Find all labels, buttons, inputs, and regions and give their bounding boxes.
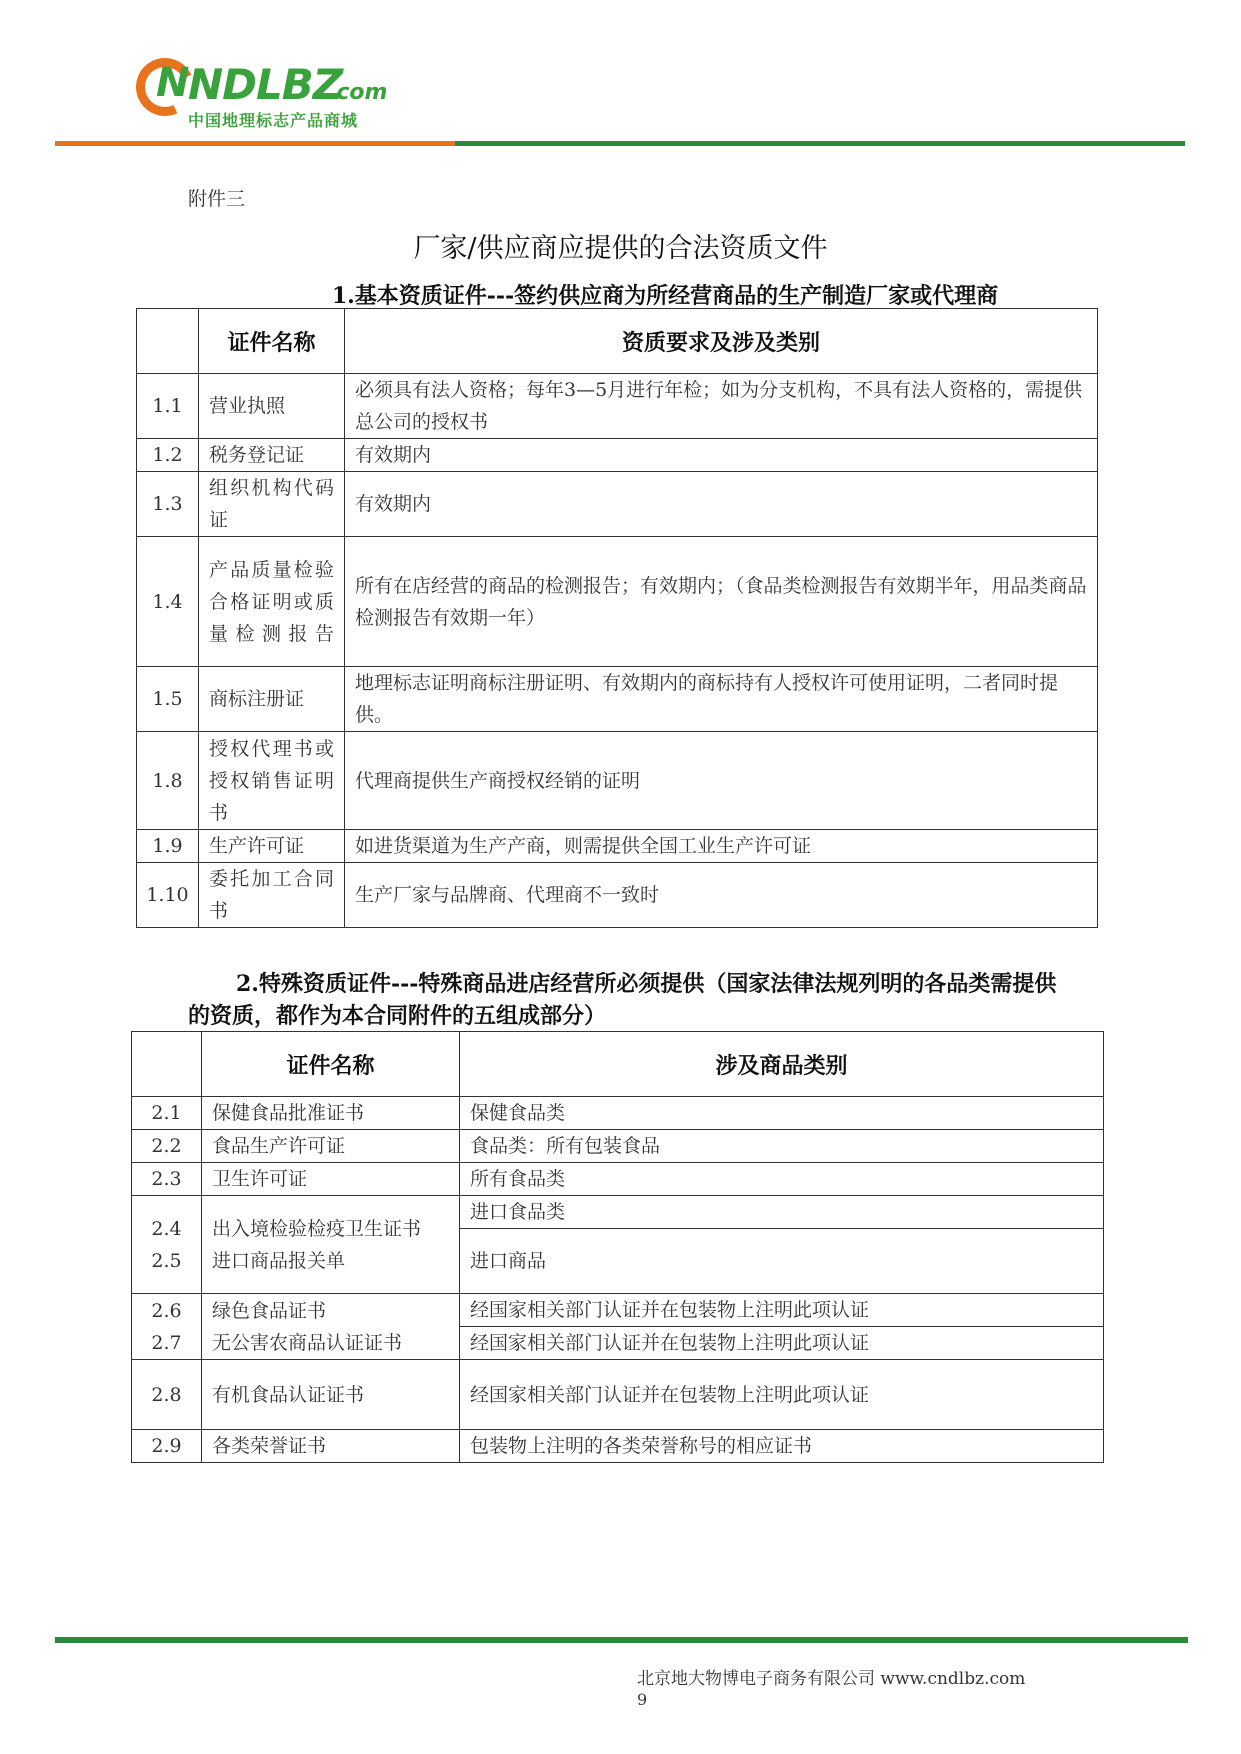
site-logo [136, 58, 436, 130]
page-number: 9 [637, 1690, 648, 1709]
table-row [137, 830, 1098, 863]
row-category: 进口食品类 [460, 1196, 1104, 1229]
table-row [137, 374, 1098, 439]
document-title: 厂家/供应商应提供的合法资质文件 [413, 233, 828, 264]
table-row [132, 1196, 1104, 1229]
row-requirement: 有效期内 [345, 472, 1098, 537]
row-category: 经国家相关部门认证并在包装物上注明此项认证 [460, 1327, 1104, 1360]
table-row [137, 439, 1098, 472]
header-category: 涉及商品类别 [460, 1032, 1104, 1097]
header-name: 证件名称 [199, 309, 345, 374]
row-name: 营业执照 [199, 374, 345, 439]
row-requirement: 必须具有法人资格；每年3—5月进行年检；如为分支机构，不具有法人资格的，需提供总公司的授权书 [345, 374, 1098, 439]
row-num: 2.8 [132, 1360, 202, 1430]
table-row [137, 472, 1098, 537]
row-num: 2.6 [151, 1299, 182, 1322]
row-num: 1.3 [137, 472, 199, 537]
row-name: 税务登记证 [199, 439, 345, 472]
row-num: 1.5 [137, 667, 199, 732]
header-name: 证件名称 [202, 1032, 460, 1097]
basic-qualification-table [136, 308, 1098, 928]
table-row [132, 1294, 1104, 1327]
row-num: 1.10 [137, 863, 199, 928]
header-num [132, 1032, 202, 1097]
row-num: 2.3 [132, 1163, 202, 1196]
row-requirement: 地理标志证明商标注册证明、有效期内的商标持有人授权许可使用证明，二者同时提供。 [345, 667, 1098, 732]
row-num: 1.4 [137, 537, 199, 667]
table-row [132, 1430, 1104, 1463]
logo-brand: NDLBZ [188, 60, 343, 109]
row-category: 所有食品类 [460, 1163, 1104, 1196]
row-category: 保健食品类 [460, 1097, 1104, 1130]
row-num: 2.1 [132, 1097, 202, 1130]
special-qualification-table [131, 1031, 1104, 1463]
logo-subtitle: 中国地理标志产品商城 [188, 111, 359, 130]
row-requirement: 有效期内 [345, 439, 1098, 472]
table-row [132, 1163, 1104, 1196]
section2-heading: 2.特殊资质证件---特殊商品进店经营所必须提供（国家法律法规列明的各品类需提供的资质，都作为本合同附件的五组成部分） [188, 971, 1057, 1029]
row-name-group [202, 1294, 460, 1360]
logo-n-letter: N [156, 60, 190, 106]
header-requirement: 资质要求及涉及类别 [345, 309, 1098, 374]
row-num: 1.8 [137, 732, 199, 830]
footer-company: 北京地大物博电子商务有限公司 www.cndlbz.com [637, 1669, 1026, 1689]
row-num: 1.1 [137, 374, 199, 439]
row-category: 经国家相关部门认证并在包装物上注明此项认证 [460, 1360, 1104, 1430]
row-name: 出入境检验检疫卫生证书 [212, 1217, 422, 1240]
row-num: 2.2 [132, 1130, 202, 1163]
header-num [137, 309, 199, 374]
row-name: 产品质量检验合格证明或质量检测报告 [199, 537, 345, 667]
row-name: 保健食品批准证书 [202, 1097, 460, 1130]
row-name: 食品生产许可证 [202, 1130, 460, 1163]
table-header-row [137, 309, 1098, 374]
row-num: 2.9 [132, 1430, 202, 1463]
row-name: 卫生许可证 [202, 1163, 460, 1196]
table-row [137, 732, 1098, 830]
row-num: 1.2 [137, 439, 199, 472]
table-row [137, 863, 1098, 928]
row-category: 食品类：所有包装食品 [460, 1130, 1104, 1163]
row-requirement: 所有在店经营的商品的检测报告；有效期内；（食品类检测报告有效期半年，用品类商品检测报告有效期一年） [345, 537, 1098, 667]
section1-heading: 1.基本资质证件---签约供应商为所经营商品的生产制造厂家或代理商 [331, 283, 999, 309]
row-num: 2.5 [151, 1249, 182, 1272]
row-requirement: 如进货渠道为生产产商，则需提供全国工业生产许可证 [345, 830, 1098, 863]
logo-domain: .com [328, 80, 388, 105]
row-requirement: 生产厂家与品牌商、代理商不一致时 [345, 863, 1098, 928]
table-row [132, 1360, 1104, 1430]
row-name: 商标注册证 [199, 667, 345, 732]
row-name: 进口商品报关单 [212, 1249, 346, 1272]
header-rule-orange [55, 141, 455, 146]
row-requirement: 代理商提供生产商授权经销的证明 [345, 732, 1098, 830]
row-num-group [132, 1196, 202, 1294]
row-num-group [132, 1294, 202, 1360]
row-category: 进口商品 [460, 1229, 1104, 1294]
footer-rule [55, 1637, 1188, 1643]
table-row [137, 537, 1098, 667]
row-name: 组织机构代码证 [199, 472, 345, 537]
row-name-group [202, 1196, 460, 1294]
table-header-row [132, 1032, 1104, 1097]
row-category: 包装物上注明的各类荣誉称号的相应证书 [460, 1430, 1104, 1463]
table-row [132, 1130, 1104, 1163]
row-category: 经国家相关部门认证并在包装物上注明此项认证 [460, 1294, 1104, 1327]
row-name: 各类荣誉证书 [202, 1430, 460, 1463]
attachment-label: 附件三 [188, 188, 246, 210]
header-rule-green [455, 141, 1185, 146]
table-row [132, 1097, 1104, 1130]
row-num: 2.7 [151, 1331, 182, 1354]
row-name: 生产许可证 [199, 830, 345, 863]
row-name: 绿色食品证书 [212, 1299, 327, 1322]
row-name: 有机食品认证证书 [202, 1360, 460, 1430]
row-num: 1.9 [137, 830, 199, 863]
table-row [137, 667, 1098, 732]
row-name: 无公害农商品认证证书 [212, 1331, 403, 1354]
row-name: 授权代理书或授权销售证明书 [199, 732, 345, 830]
row-num: 2.4 [151, 1217, 182, 1240]
row-name: 委托加工合同书 [199, 863, 345, 928]
